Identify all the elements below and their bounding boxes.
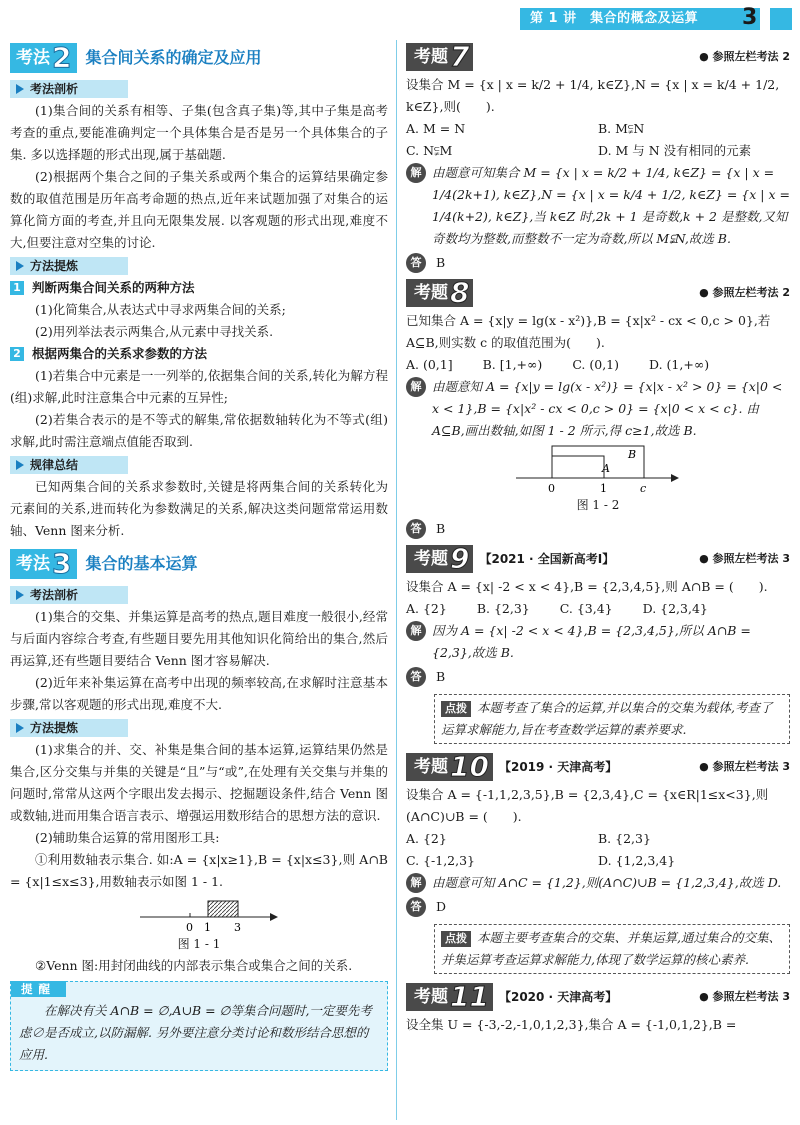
triangle-icon — [16, 460, 24, 470]
method-heading: 1 判断两集合间关系的两种方法 — [10, 277, 388, 299]
header-square — [770, 8, 792, 30]
solution-text: 由题意知 A = {x|y = lg(x - x²)} = {x|x - x² > 0} = {x|0 < x < 1},B = {x|x² - cx < 0,c > 0} = {x|0 < x < c}. 由 A⊆B,画出数轴,如图 1 - 2 所示,得 c≥1,故选 B. — [432, 379, 783, 438]
tick-label: 1 — [600, 482, 607, 494]
paragraph: (1)集合的交集、并集运算是高考的热点,题目难度一般很小,经常与后面内容综合考查,有些题目要先用其他知识化简给出的集合,然后再运算,还有些题目要结合 Venn 图才容易解决. — [10, 609, 388, 668]
tick-label: 3 — [234, 921, 241, 933]
triangle-icon — [16, 261, 24, 271]
section-label: 考法 2 — [10, 43, 77, 73]
question-tag: 考题 8 — [406, 279, 473, 307]
tick-label: 0 — [548, 482, 555, 494]
solution-text: 由题意可知 A∩C = {1,2},则(A∩C)∪B = {1,2,3,4},故选 D. — [432, 875, 782, 890]
reference-note: ● 参照左栏考法 3 — [699, 552, 790, 565]
answer-value: B — [436, 255, 446, 270]
source-note: 【2021 · 全国新高考Ⅰ】 — [479, 552, 615, 566]
figure-caption: 图 1 - 1 — [177, 937, 221, 951]
column-divider — [396, 40, 397, 1120]
option: A. {2} — [406, 831, 447, 846]
number-line-svg — [406, 442, 790, 494]
solution — [406, 872, 790, 894]
answer-value: B — [436, 669, 446, 684]
option: D. {2,3,4} — [642, 601, 708, 616]
number-line-figure — [406, 442, 790, 494]
option: C. {3,4} — [559, 601, 613, 616]
question-stem: 设全集 U = {-3,-2,-1,0,1,2,3},集合 A = {-1,0,1,2},B = — [406, 1017, 737, 1032]
paragraph: (1)求集合的并、交、补集是集合间的基本运算,运算结果仍然是集合,区分交集与并集的关键是“且”与“或”,在处理有关交集与并集的问题时,常常从这两个字眼出发去揭示、挖掘题设条件,结合 Venn 图或数轴,进而用集合语言表示、增强运用数形结合的思想方法的意识. — [10, 742, 388, 823]
question-tag: 考题 10 — [406, 753, 493, 781]
section-heading — [10, 546, 388, 582]
solution-icon: 解 — [406, 621, 426, 641]
paragraph: ①利用数轴表示集合. 如:A = {x|x≥1},B = {x|x≤3},则 A∩B = {x|1≤x≤3},用数轴表示如图 1 - 1. — [10, 852, 388, 889]
subheading: 规律总结 — [10, 456, 128, 474]
option: D. {1,2,3,4} — [598, 853, 676, 868]
number-line-figure — [10, 893, 388, 933]
paragraph: 已知两集合间的关系求参数时,关键是将两集合间的关系转化为元素间的关系,进而转化为参数满足的关系,解决这类问题常常运用数轴、Venn 图来分析. — [10, 479, 388, 538]
hint-box — [434, 694, 790, 744]
triangle-icon — [16, 723, 24, 733]
figure-caption: 图 1 - 2 — [576, 498, 620, 512]
answer — [406, 664, 790, 690]
subheading: 考法剖析 — [10, 586, 128, 604]
answer-value: D — [436, 899, 447, 914]
triangle-icon — [16, 590, 24, 600]
options — [406, 828, 790, 872]
source-note: 【2020 · 天津高考】 — [498, 990, 618, 1004]
solution-icon: 解 — [406, 163, 426, 183]
subheading: 方法提炼 — [10, 719, 128, 737]
section-label: 考法 3 — [10, 549, 77, 579]
tip-text: 在解决有关 A∩B = ∅,A∪B = ∅等集合问题时,一定要先考虑∅是否成立,以防漏解. 另外要注意分类讨论和数形结合思想的应用. — [19, 1003, 372, 1062]
option: B. {2,3} — [598, 831, 651, 846]
question-heading — [406, 40, 790, 74]
answer — [406, 516, 790, 542]
number-line-svg — [10, 893, 388, 933]
option: B. M⫋N — [598, 121, 645, 136]
reference-note: ● 参照左栏考法 3 — [699, 990, 790, 1003]
page-header — [0, 0, 800, 32]
options — [406, 354, 790, 376]
answer-icon: 答 — [406, 519, 426, 539]
question-tag: 考题 7 — [406, 43, 473, 71]
reference-note: ● 参照左栏考法 3 — [699, 760, 790, 773]
tick-label: c — [640, 482, 647, 494]
option: D. (1,+∞) — [649, 357, 710, 372]
section-title: 集合的基本运算 — [85, 554, 198, 573]
section-heading — [10, 40, 388, 76]
option: C. (0,1) — [572, 357, 620, 372]
question-stem: 已知集合 A = {x|y = lg(x - x²)},B = {x|x² - cx < 0,c > 0},若 A⊆B,则实数 c 的取值范围为( ). — [406, 313, 771, 350]
subheading: 方法提炼 — [10, 257, 128, 275]
arrow-icon — [671, 474, 679, 482]
solution — [406, 620, 790, 664]
question-heading — [406, 980, 790, 1014]
solution-icon: 解 — [406, 873, 426, 893]
paragraph: (1)集合间的关系有相等、子集(包含真子集)等,其中子集是高考考查的重点,要能准确判定一个具体集合是否是另一个具体集合的子集. 多以选择题的形式出现,属于基础题. — [10, 103, 388, 162]
method-heading: 2 根据两集合的关系求参数的方法 — [10, 343, 388, 365]
option: B. {2,3} — [476, 601, 530, 616]
solution — [406, 376, 790, 442]
answer-icon: 答 — [406, 253, 426, 273]
tip-box — [10, 981, 388, 1071]
option: C. {-1,2,3} — [406, 853, 476, 868]
solution — [406, 162, 790, 250]
option: A. (0,1] — [406, 357, 453, 372]
section-title: 集合间关系的确定及应用 — [85, 48, 262, 67]
question-heading — [406, 542, 790, 576]
options — [406, 598, 790, 620]
question-stem: 设集合 A = {-1,1,2,3,5},B = {2,3,4},C = {x∈R|1≤x<3},则(A∩C)∪B = ( ). — [406, 787, 769, 824]
solution-text: 由题意可知集合 M = {x | x = k/2 + 1/4, k∈Z} = {x | x = 1/4(2k+1), k∈Z},N = {x | x = k/4 + 1/2, k∈Z} = {x | x = 1/4(k+2), k∈Z},当 k∈Z 时,2k + 1 是奇数,k + 2 是整数,又知奇数均为整数,而整数不一定为奇数,所以 M⫋N,故选 B. — [432, 165, 790, 246]
tick-label: 1 — [204, 921, 211, 933]
arrow-icon — [270, 913, 278, 921]
page-number: 3 — [742, 5, 758, 30]
answer-icon: 答 — [406, 897, 426, 917]
paragraph: (2)辅助集合运算的常用图形工具: — [35, 830, 220, 845]
set-label: A — [602, 462, 610, 475]
answer — [406, 894, 790, 920]
solution-icon: 解 — [406, 377, 426, 397]
question-tag: 考题 11 — [406, 983, 493, 1011]
hint-text: 本题考查了集合的运算,并以集合的交集为载体,考查了运算求解能力,旨在考查数学运算的素养要求. — [441, 700, 773, 737]
chapter-title: 第 1 讲 集合的概念及运算 — [530, 11, 699, 26]
question-tag: 考题 9 — [406, 545, 473, 573]
question-heading — [406, 750, 790, 784]
paragraph: (2)近年来补集运算在高考中出现的频率较高,在求解时注意基本步骤,常以客观题的形式出现,难度不大. — [10, 675, 388, 712]
answer-value: B — [436, 521, 446, 536]
paragraph: (2)根据两个集合之间的子集关系或两个集合的运算结果确定参数的取值范围是历年高考命题的热点,近年来试题加强了对集合的运算化简方面的考查,并且向无限集发展. 以客观题的形式出现,难度不大,但要注意对空集的讨论. — [10, 169, 388, 250]
tip-label: 提醒 — [11, 981, 66, 997]
options — [406, 118, 790, 162]
set-a-box — [552, 456, 604, 478]
option: A. M = N — [406, 121, 466, 136]
paragraph: ②Venn 图:用封闭曲线的内部表示集合或集合之间的关系. — [35, 958, 353, 973]
answer-icon: 答 — [406, 667, 426, 687]
hint-box — [434, 924, 790, 974]
hatched-region — [208, 901, 238, 917]
option: C. N⫋M — [406, 143, 453, 158]
paragraph: (1)若集合中元素是一一列举的,依据集合间的关系,转化为解方程(组)求解,此时注意集合中元素的互异性; — [10, 368, 388, 405]
option: D. M 与 N 没有相同的元素 — [598, 143, 752, 158]
reference-note: ● 参照左栏考法 2 — [699, 286, 790, 299]
option: B. [1,+∞) — [482, 357, 543, 372]
reference-note: ● 参照左栏考法 2 — [699, 50, 790, 63]
answer — [406, 250, 790, 276]
paragraph: (1)化简集合,从表达式中寻求两集合间的关系; — [35, 302, 286, 317]
option: A. {2} — [406, 601, 447, 616]
question-stem: 设集合 A = {x| -2 < x < 4},B = {2,3,4,5},则 A∩B = ( ). — [406, 579, 768, 594]
question-stem: 设集合 M = {x | x = k/2 + 1/4, k∈Z},N = {x | x = k/4 + 1/2, k∈Z},则( ). — [406, 77, 780, 114]
paragraph: (2)若集合表示的是不等式的解集,常依据数轴转化为不等式(组)求解,此时需注意端点值能否取到. — [10, 412, 388, 449]
solution-text: 因为 A = {x| -2 < x < 4},B = {2,3,4,5},所以 A∩B = {2,3},故选 B. — [432, 623, 751, 660]
left-column — [10, 40, 388, 1071]
paragraph: (2)用列举法表示两集合,从元素中寻找关系. — [35, 324, 274, 339]
question-heading — [406, 276, 790, 310]
triangle-icon — [16, 84, 24, 94]
source-note: 【2019 · 天津高考】 — [498, 760, 618, 774]
subheading: 考法剖析 — [10, 80, 128, 98]
hint-text: 本题主要考查集合的交集、并集运算,通过集合的交集、并集运算考查运算求解能力,体现了数学运算的核心素养. — [441, 930, 781, 967]
tick-label: 0 — [186, 921, 193, 933]
right-column — [406, 40, 790, 1036]
set-label: B — [628, 448, 637, 461]
hint-label: 点拨 — [441, 931, 471, 947]
hint-label: 点拨 — [441, 701, 471, 717]
